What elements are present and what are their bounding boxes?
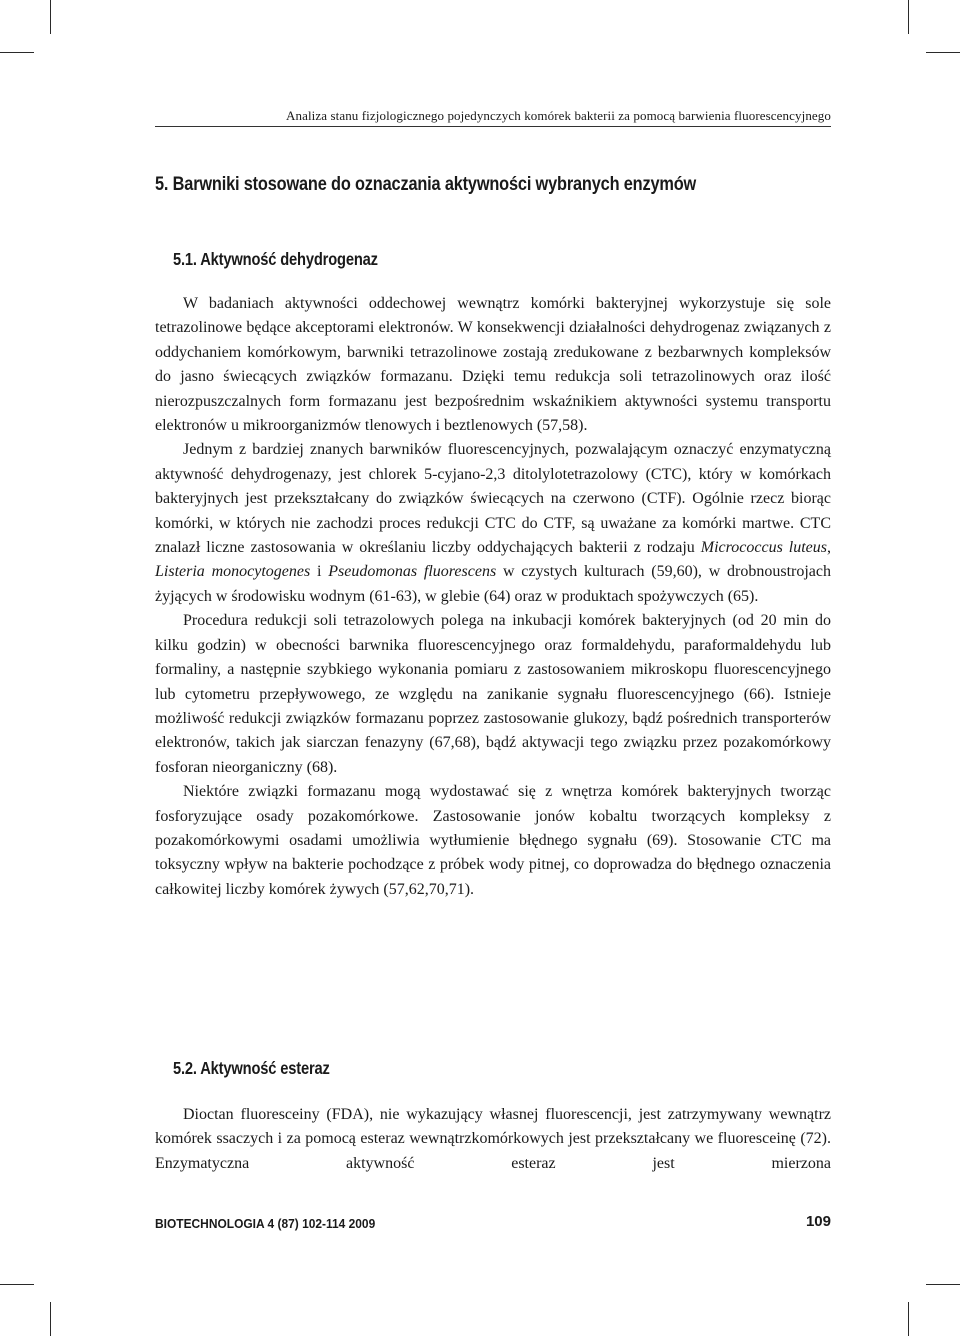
crop-mark-bottom-left xyxy=(50,1302,51,1336)
species-name: Listeria monocytogenes xyxy=(155,563,311,581)
species-name: Micrococcus luteus xyxy=(700,539,827,557)
crop-mark-top-left xyxy=(50,0,51,34)
species-name: Pseudomonas fluorescens xyxy=(328,563,497,581)
crop-mark-left-bottom xyxy=(0,1284,34,1285)
crop-mark-left-top xyxy=(0,52,34,53)
paragraph xyxy=(155,438,831,609)
crop-mark-top-right xyxy=(908,0,909,34)
paragraph: Dioctan fluoresceiny (FDA), nie wykazujący własnej fluorescencji, jest zatrzymywany wewnątrz komórek ssaczych i za pomocą esteraz wewnątrzkomórkowych jest przekształcany we fluoresceinę (72). Enzymatyczna aktywność esteraz jest mierzona xyxy=(155,1106,831,1172)
paragraph: Niektóre związki formazanu mogą wydostawać się z wnętrza komórek bakteryjnych tworząc fosforyzujące osady pozakomórkowe. Zastosowanie jonów kobaltu tworzących kompleksy z pozakomórkowymi osadami umożliwia wytłumienie błędnego sygnału (69). Stosowanie CTC ma toksyczny wpływ na bakterie pochodzące z próbek wody pitnej, co doprowadza do błędnego oznaczenia całkowitej liczby komórek żywych (57,62,70,71). xyxy=(155,783,831,898)
crop-mark-right-top xyxy=(926,52,960,53)
dehydrogenases-body xyxy=(155,292,831,902)
crop-mark-right-bottom xyxy=(926,1284,960,1285)
crop-mark-bottom-right xyxy=(908,1302,909,1336)
paragraph-text: w czystych kulturach (59,60), w drobnoustrojach żyjących w środowisku wodnym (61-63), w glebie (64) oraz w produktach spożywczych (65). xyxy=(155,563,831,605)
paragraph-text: i xyxy=(310,563,329,581)
header-rule xyxy=(155,126,831,127)
subsection-title-dehydrogenases: 5.1. Aktywność dehydrogenaz xyxy=(173,249,378,269)
page-number: 109 xyxy=(805,1213,831,1230)
running-header: Analiza stanu fizjologicznego pojedynczych komórek bakterii za pomocą barwienia fluorescencyjnego xyxy=(285,108,831,123)
esterases-body xyxy=(155,1103,831,1176)
paragraph-text: , xyxy=(827,539,831,557)
subsection-title-esterases: 5.2. Aktywność esteraz xyxy=(173,1058,330,1078)
section-title: 5. Barwniki stosowane do oznaczania aktywności wybranych enzymów xyxy=(155,174,697,195)
paragraph: W badaniach aktywności oddechowej wewnątrz komórki bakteryjnej wykorzystuje się sole tetrazolinowe będące akceptorami elektronów. W konsekwencji działalności dehydrogenaz związanych z oddychaniem komórkowym, barwniki tetrazolinowe zostają zredukowane z bezbarwnych kompleksów do jasno świecących związków formazanu. Dzięki temu redukcja soli tetrazolinowych oraz ilość nierozpuszczalnych form formazanu jest bezpośrednim wskaźnikiem aktywności systemu transportu elektronów u mikroorganizmów tlenowych i beztlenowych (57,58). xyxy=(155,295,831,435)
paragraph: Procedura redukcji soli tetrazolowych polega na inkubacji komórek bakteryjnych (od 20 min do kilku godzin) w obecności barwnika fluorescencyjnego oraz formaldehydu, paraformaldehydu lub formaliny, a następnie szybkiego wykonania pomiaru z zastosowaniem mikroskopu fluorescencyjnego lub cytometru przepływowego, ze względu na zanikanie sygnału fluorescencyjnego (66). Istnieje możliwość redukcji związków formazanu poprzez zastosowanie glukozy, bądź pośrednich transporterów elektronów, takich jak siarczan fenazyny (67,68), bądź aktywacji tego związku przez pozakomórkowy fosforan nieorganiczny (68). xyxy=(155,612,831,776)
footer-journal: BIOTECHNOLOGIA 4 (87) 102-114 2009 xyxy=(155,1216,376,1231)
paragraph-text: Jednym z bardziej znanych barwników fluorescencyjnych, pozwalającym oznaczyć enzymatyczną aktywność dehydrogenazy, jest chlorek 5-cyjano-2,3 ditolylotetrazolowy (CTC), który w komórkach bakteryjnych jest przekształcany do związków świecących na czerwono (CTF). Ogólnie rzecz biorąc komórki, w których nie zachodzi proces redukcji CTC do CTF, są uważane za komórki martwe. CTC znalazł liczne zastosowania w określaniu liczby oddychających bakterii z rodzaju xyxy=(155,441,831,557)
